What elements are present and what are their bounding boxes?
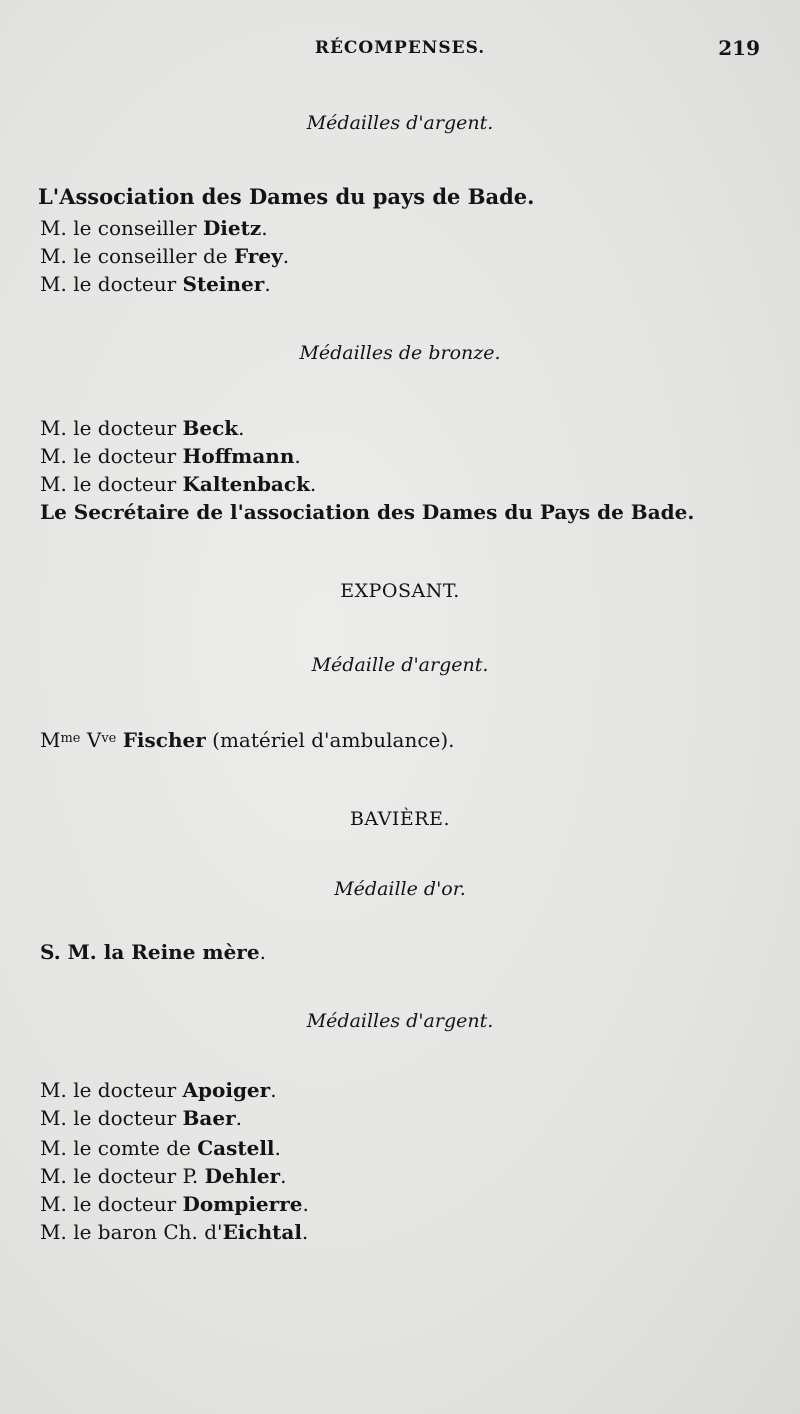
section-title-baviere: BAVIÈRE.: [349, 808, 451, 830]
section-heading-medailles-bronze: Médailles de bronze.: [299, 342, 501, 364]
list-item: L'Association des Dames du pays de Bade.: [38, 184, 535, 209]
section-heading-medailles-argent-baviere: Médailles d'argent.: [306, 1010, 494, 1032]
list-item: $M^{me}$ $V^{ve}$ Fischer (matériel d'ambulance).: [40, 728, 455, 752]
list-item: M. le conseiller Dietz.: [40, 216, 268, 240]
list-item: M. le docteur Kaltenback.: [40, 472, 317, 496]
page-number: 219: [718, 36, 760, 60]
list-item: M. le comte de Castell.: [40, 1136, 281, 1160]
running-header: RÉCOMPENSES.: [314, 38, 486, 58]
list-item: Le Secrétaire de l'association des Dames du Pays de Bade.: [40, 500, 695, 524]
section-heading-medaille-or: Médaille d'or.: [334, 878, 466, 900]
list-item: M. le docteur P. Dehler.: [40, 1164, 287, 1188]
list-item: M. le docteur Beck.: [40, 416, 245, 440]
list-item: M. le baron Ch. d'Eichtal.: [40, 1220, 309, 1244]
list-item: M. le docteur Baer.: [40, 1106, 242, 1130]
list-item: S. M. la Reine mère.: [40, 940, 266, 964]
list-item: M. le docteur Apoiger.: [40, 1078, 277, 1102]
section-title-exposant: EXPOSANT.: [340, 580, 460, 602]
list-item: M. le conseiller de Frey.: [40, 244, 290, 268]
section-heading-medailles-argent: Médailles d'argent.: [306, 112, 494, 134]
list-item: M. le docteur Hoffmann.: [40, 444, 301, 468]
section-heading-medaille-argent: Médaille d'argent.: [311, 654, 489, 676]
list-item: M. le docteur Steiner.: [40, 272, 271, 296]
list-item: M. le docteur Dompierre.: [40, 1192, 309, 1216]
